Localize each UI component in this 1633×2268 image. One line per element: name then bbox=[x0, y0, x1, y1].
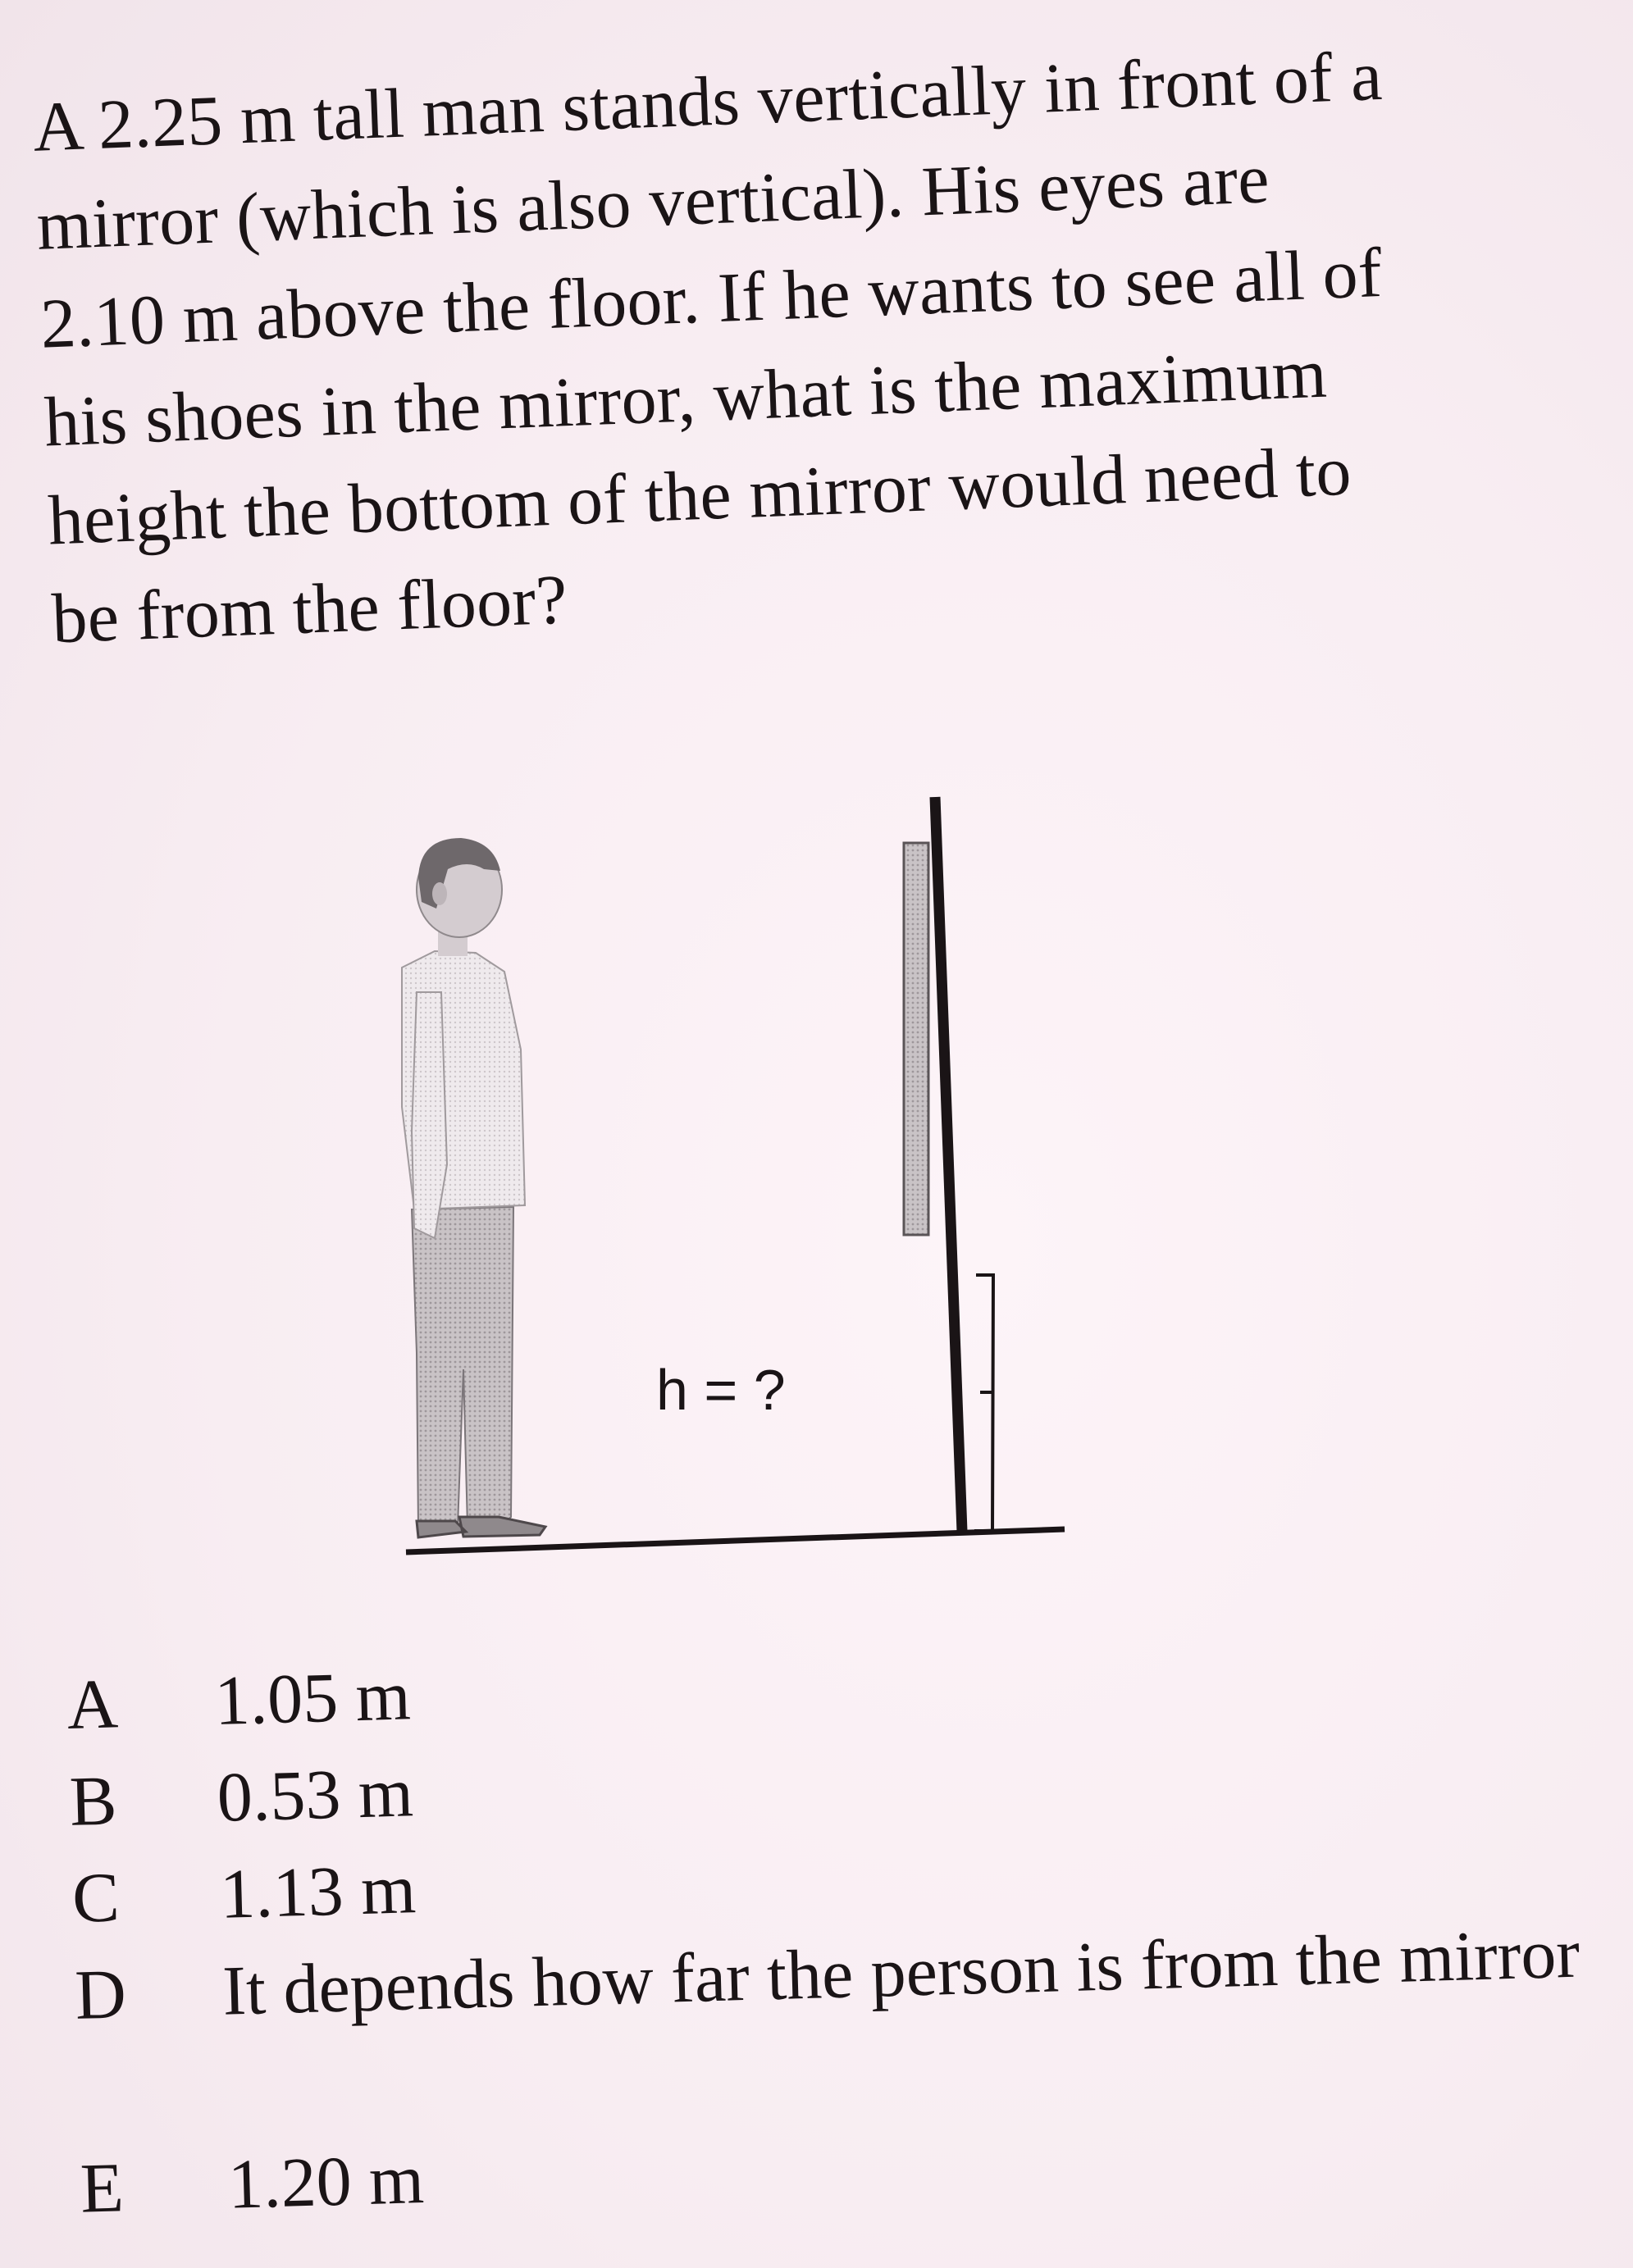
mirror-glass bbox=[904, 843, 928, 1235]
wall-line bbox=[935, 797, 962, 1532]
option-letter: A bbox=[66, 1664, 120, 1744]
option-text: 0.53 m bbox=[216, 1752, 415, 1837]
man-ear bbox=[432, 882, 447, 905]
question-line: 2.10 m above the floor. If he wants to see all of bbox=[39, 232, 1384, 363]
question-line: mirror (which is also vertical). His eyes are bbox=[35, 139, 1271, 265]
question-line: height the bottom of the mirror would need to bbox=[46, 430, 1353, 560]
option-letter: D bbox=[74, 1954, 127, 2034]
option-letter: C bbox=[71, 1857, 121, 1938]
option-letter: B bbox=[68, 1760, 118, 1841]
question-text bbox=[31, 19, 1594, 668]
mirror-diagram-svg bbox=[369, 779, 1107, 1583]
answer-options bbox=[66, 1614, 1607, 2237]
mirror-diagram bbox=[369, 779, 1107, 1583]
question-line: be from the floor? bbox=[50, 559, 569, 658]
option-text: It depends how far the person is from the mirror bbox=[221, 1913, 1581, 2030]
question-line: his shoes in the mirror, what is the maximum bbox=[43, 333, 1329, 462]
height-label: h = ? bbox=[656, 1358, 786, 1422]
height-bracket bbox=[974, 1275, 993, 1531]
man-shoes bbox=[417, 1517, 545, 1537]
option-text: 1.13 m bbox=[218, 1849, 417, 1933]
option-text: 1.05 m bbox=[213, 1655, 412, 1740]
question-line: A 2.25 m tall man stands vertically in front of a bbox=[31, 35, 1384, 166]
option-letter: E bbox=[79, 2147, 125, 2228]
option-text: 1.20 m bbox=[226, 2139, 426, 2224]
man-legs bbox=[412, 1207, 513, 1529]
